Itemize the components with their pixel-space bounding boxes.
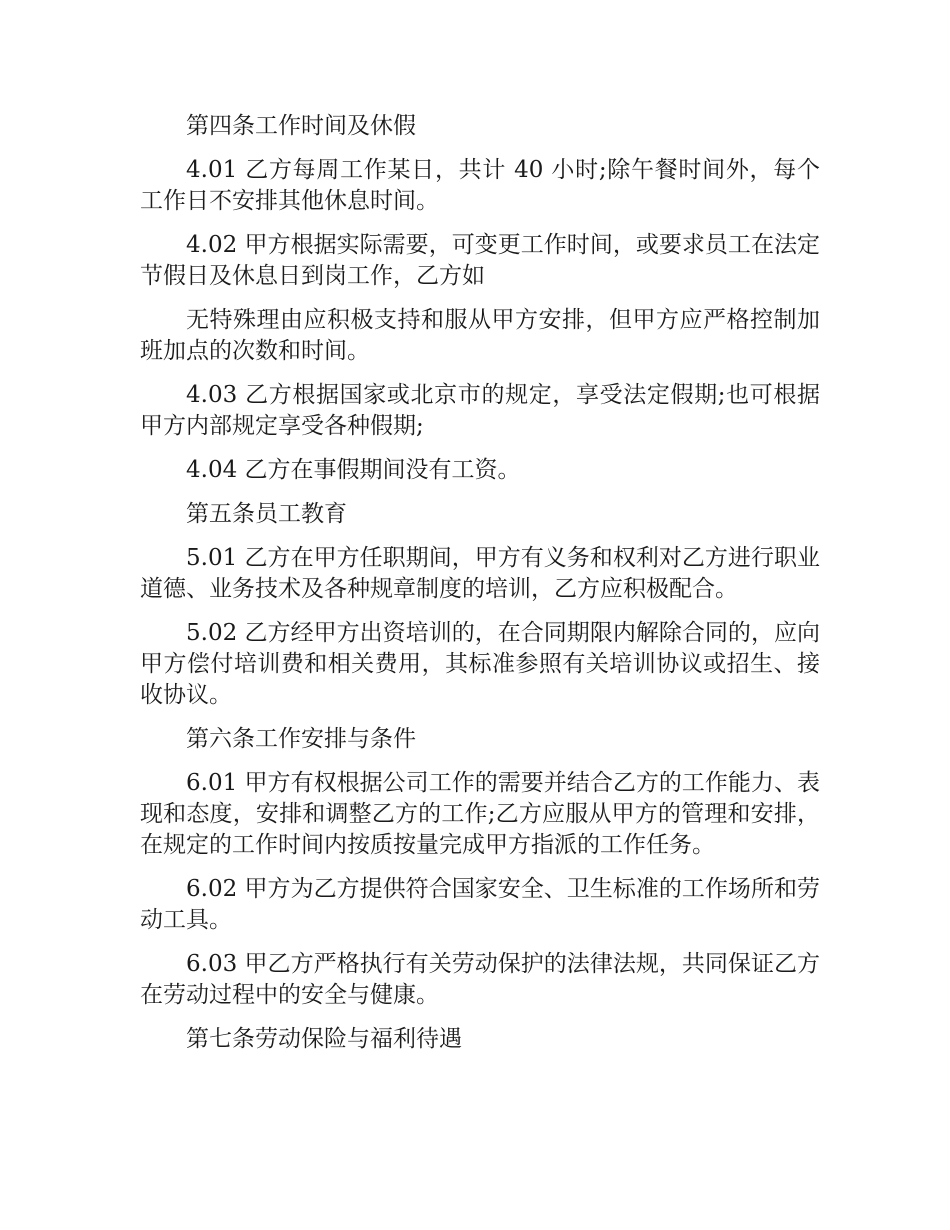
clause-4-02-continued: 无特殊理由应积极支持和服从甲方安排，但甲方应严格控制加班加点的次数和时间。	[140, 307, 820, 364]
clause-4-03: 4.03 乙方根据国家或北京市的规定，享受法定假期;也可根据甲方内部规定享受各种假期;	[140, 382, 820, 439]
section-heading-5: 第五条员工教育	[186, 501, 347, 527]
clause-4-02: 4.02 甲方根据实际需要，可变更工作时间，或要求员工在法定节假日及休息日到岗工作，乙方如	[140, 232, 820, 289]
document-body	[140, 111, 820, 1068]
clause-6-02: 6.02 甲方为乙方提供符合国家安全、卫生标准的工作场所和劳动工具。	[140, 876, 820, 933]
clause-6-03: 6.03 甲乙方严格执行有关劳动保护的法律法规，共同保证乙方在劳动过程中的安全与健康。	[140, 951, 820, 1008]
section-heading-7: 第七条劳动保险与福利待遇	[186, 1026, 462, 1052]
section-heading-4: 第四条工作时间及休假	[186, 113, 416, 139]
section-heading-6: 第六条工作安排与条件	[186, 726, 416, 752]
clause-5-02: 5.02 乙方经甲方出资培训的，在合同期限内解除合同的，应向甲方偿付培训费和相关费用，其标准参照有关培训协议或招生、接收协议。	[140, 620, 820, 708]
clause-4-01: 4.01 乙方每周工作某日，共计 40 小时;除午餐时间外，每个工作日不安排其他休息时间。	[140, 157, 820, 214]
clause-6-01: 6.01 甲方有权根据公司工作的需要并结合乙方的工作能力、表现和态度，安排和调整乙方的工作;乙方应服从甲方的管理和安排，在规定的工作时间内按质按量完成甲方指派的工作任务。	[140, 770, 820, 858]
clause-5-01: 5.01 乙方在甲方任职期间，甲方有义务和权利对乙方进行职业道德、业务技术及各种规章制度的培训，乙方应积极配合。	[140, 545, 820, 602]
clause-4-04: 4.04 乙方在事假期间没有工资。	[186, 457, 521, 483]
